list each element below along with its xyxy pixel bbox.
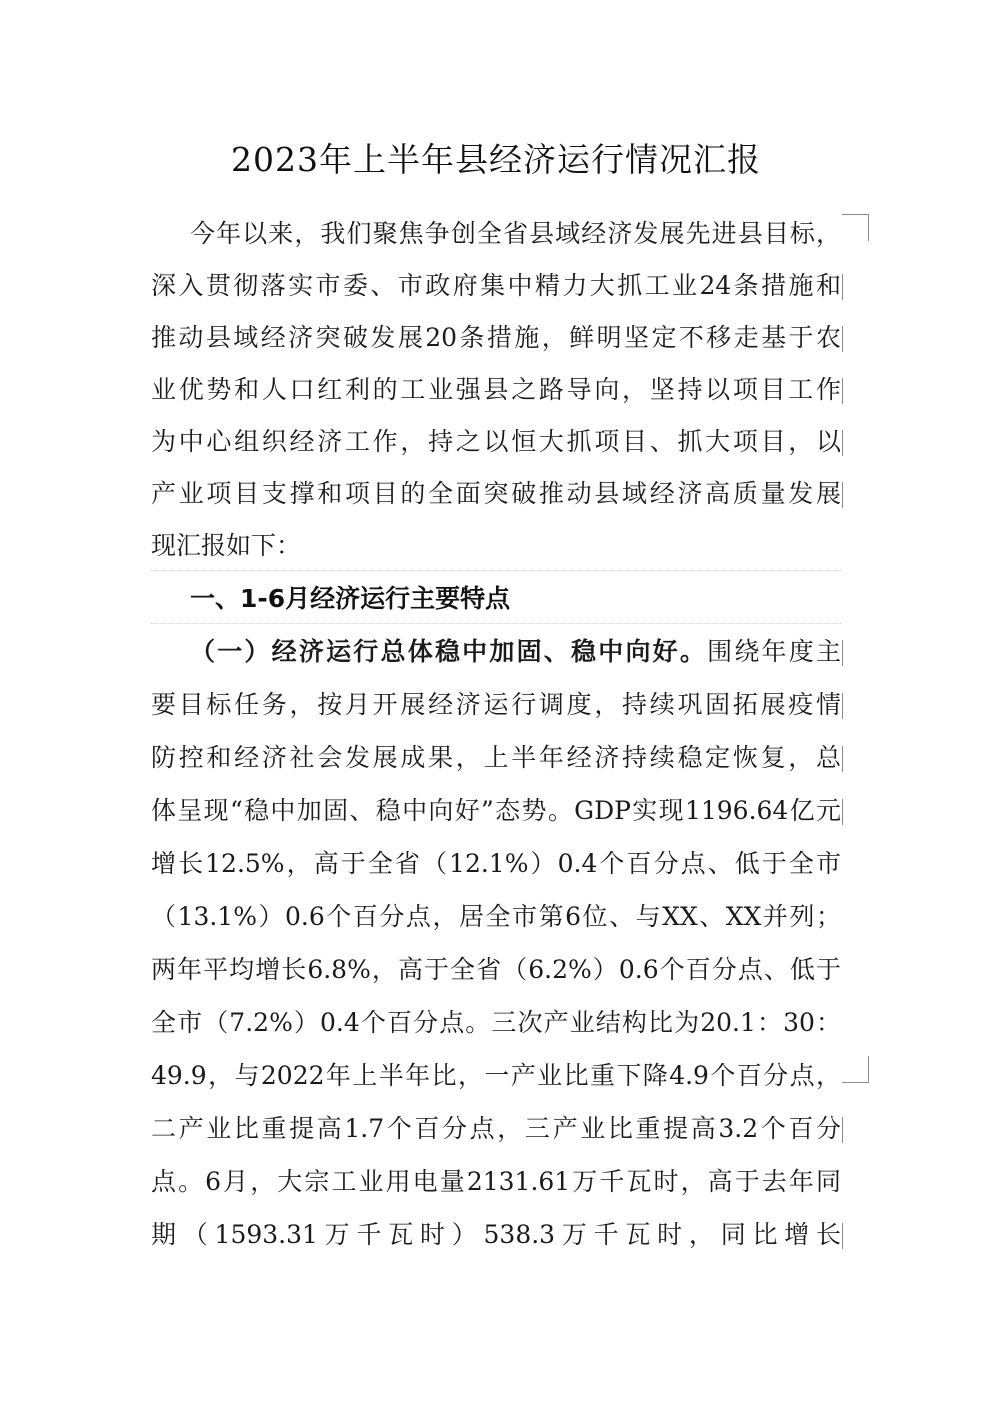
subsection-line-6: 两年平均增长6.8%，高于全省（6.2%）0.6个百分点、低于 xyxy=(151,955,841,984)
subsection-line-4: 增长12.5%，高于全省（12.1%）0.4个百分点、低于全市 xyxy=(151,849,841,878)
margin-mark xyxy=(842,378,843,404)
margin-mark xyxy=(842,326,843,352)
subsection-line-2: 防控和经济社会发展成果，上半年经济持续稳定恢复，总 xyxy=(151,743,841,772)
subsection-heading: （一）经济运行总体稳中加固、稳中向好。 xyxy=(190,637,708,666)
intro-line-4: 业优势和人口红利的工业强县之路导向，坚持以项目工作 xyxy=(151,375,841,404)
intro-line-2: 深入贯彻落实市委、市政府集中精力大抓工业24条措施和 xyxy=(151,271,841,300)
subsection-first-line-text: 围绕年度主 xyxy=(707,637,841,666)
subsection-line-7: 全市（7.2%）0.4个百分点。三次产业结构比为20.1：30： xyxy=(151,1008,841,1037)
margin-mark xyxy=(842,274,843,300)
margin-mark xyxy=(842,746,843,772)
subsection-line-9: 二产业比重提高1.7个百分点，三产业比重提高3.2个百分 xyxy=(151,1114,841,1143)
subsection-line-1: 要目标任务，按月开展经济运行调度，持续巩固拓展疫情 xyxy=(151,690,841,719)
intro-line-1: 今年以来，我们聚焦争创全省县域经济发展先进县目标， xyxy=(190,219,841,248)
corner-crop-mark xyxy=(842,1056,869,1083)
margin-mark xyxy=(842,1117,843,1143)
section-heading: 一、1-6月经济运行主要特点 xyxy=(190,584,511,613)
margin-mark xyxy=(842,430,843,456)
margin-mark xyxy=(842,693,843,719)
intro-line-6: 产业项目支撑和项目的全面突破推动县域经济高质量发展 xyxy=(151,479,841,508)
subsection-first-line xyxy=(190,626,841,678)
document-title: 2023年上半年县经济运行情况汇报 xyxy=(231,140,761,179)
subsection-line-5: （13.1%）0.6个百分点，居全市第6位、与XX、XX并列； xyxy=(151,902,841,931)
subsection-line-3: 体呈现“稳中加固、稳中向好”态势。GDP实现1196.64亿元 xyxy=(151,796,841,825)
corner-crop-mark xyxy=(842,214,869,241)
intro-line-3: 推动县域经济突破发展20条措施，鲜明坚定不移走基于农 xyxy=(151,323,841,352)
section-divider xyxy=(151,570,841,571)
subsection-line-10: 点。6月，大宗工业用电量2131.61万千瓦时，高于去年同 xyxy=(151,1167,841,1196)
subsection-line-8: 49.9，与2022年上半年比，一产业比重下降4.9个百分点， xyxy=(151,1061,841,1090)
margin-mark xyxy=(842,1223,843,1249)
subsection-line-11: 期（1593.31万千瓦时）538.3万千瓦时，同比增长 xyxy=(151,1220,841,1249)
margin-mark xyxy=(842,640,843,666)
intro-line-7: 现汇报如下： xyxy=(151,531,302,560)
intro-line-5: 为中心组织经济工作，持之以恒大抓项目、抓大项目，以 xyxy=(151,427,841,456)
section-divider xyxy=(151,623,841,624)
margin-mark xyxy=(842,799,843,825)
margin-mark xyxy=(842,482,843,508)
